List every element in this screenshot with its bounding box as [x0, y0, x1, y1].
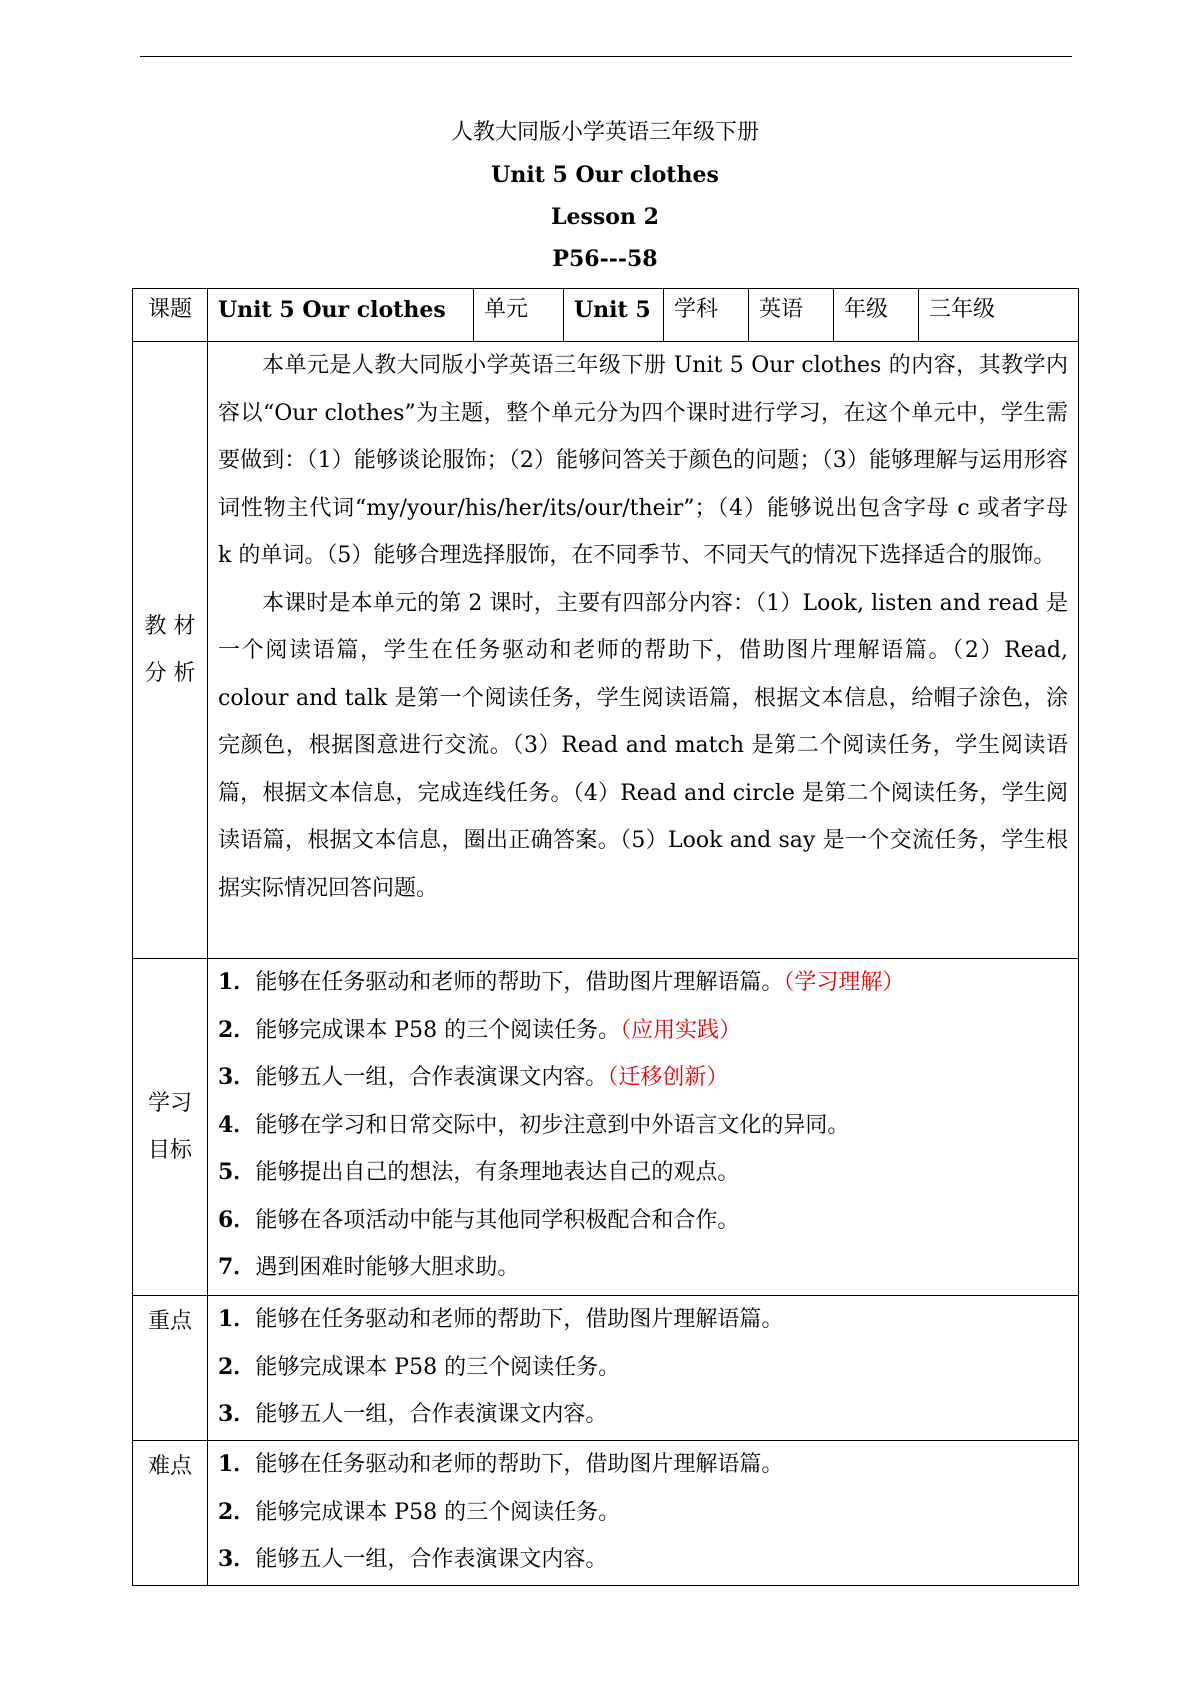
key-points-label: 重点 [133, 1296, 208, 1441]
difficulty-text: 能够在任务驱动和老师的帮助下，借助图片理解语篇。 [255, 1452, 784, 1477]
objective-number: 2． [218, 1016, 256, 1043]
difficulty-number: 2． [218, 1498, 256, 1525]
analysis-paragraph-1: 本单元是人教大同版小学英语三年级下册 Unit 5 Our clothes 的内容，其教学内容以“Our clothes”为主题，整个单元分为四个课时进行学习，在这个单元中，学生需要做到：（1）能够谈论服饰；（2）能够问答关于颜色的问题；（3）能够理解与运用形容词性物主代词“my/your/his/her/its/our/their”；（4）能够说出包含字母 c 或者字母 k 的单词。（5）能够合理选择服饰，在不同季节、不同天气的情况下选择适合的服饰。 [218, 353, 1068, 568]
objective-text: 能够在任务驱动和老师的帮助下，借助图片理解语篇。 [255, 970, 784, 995]
grade-value: 三年级 [919, 289, 1079, 342]
key-points-row [133, 1296, 1079, 1441]
objective-text: 能够在学习和日常交际中，初步注意到中外语言文化的异同。 [255, 1112, 850, 1138]
key-point-text: 能够在任务驱动和老师的帮助下，借助图片理解语篇。 [255, 1307, 784, 1332]
key-point-item [218, 1296, 1068, 1344]
difficulty-text: 能够完成课本 P58 的三个阅读任务。 [255, 1499, 621, 1525]
objective-text: 能够在各项活动中能与其他同学积极配合和合作。 [255, 1207, 740, 1233]
objective-text: 能够五人一组，合作表演课文内容。 [255, 1065, 608, 1090]
objective-item [218, 1054, 1068, 1102]
objectives-label-line-2: 目标 [147, 1138, 192, 1163]
objective-number: 6． [218, 1206, 256, 1233]
objective-number: 7． [218, 1254, 256, 1280]
analysis-label-line-2: 分 析 [144, 661, 196, 686]
subject-value: 英语 [749, 289, 834, 342]
objective-item [218, 1244, 1068, 1292]
objectives-label [133, 959, 208, 1296]
difficulty-number: 1． [218, 1451, 256, 1477]
objective-number: 3． [218, 1064, 256, 1090]
header-rule [140, 56, 1072, 57]
objective-text: 遇到困难时能够大胆求助。 [255, 1255, 520, 1280]
key-point-text: 能够完成课本 P58 的三个阅读任务。 [255, 1354, 621, 1380]
analysis-label [133, 342, 208, 959]
objectives-label-line-1: 学习 [147, 1091, 192, 1116]
objective-item [218, 959, 1068, 1007]
unit-label: 单元 [474, 289, 564, 342]
key-point-number: 1． [218, 1306, 256, 1332]
objective-item [218, 1102, 1068, 1150]
objective-tag: （迁移创新） [607, 1065, 729, 1090]
info-row [133, 289, 1079, 342]
page-range: P56---58 [552, 246, 658, 272]
analysis-paragraph-2: 本课时是本单元的第 2 课时，主要有四部分内容：（1）Look, listen and read 是一个阅读语篇，学生在任务驱动和老师的帮助下，借助图片理解语篇。（2）Read, colour and talk 是第一个阅读任务，学生阅读语篇，根据文本信息，给帽子涂色，涂完颜色，根据图意进行交流。（3）Read and match 是第二个阅读任务，学生阅读语篇，根据文本信息，完成连线任务。（4）Read and circle 是第二个阅读任务，学生阅读语篇，根据文本信息，圈出正确答案。（5）Look and say 是一个交流任务，学生根据实际情况回答问题。 [218, 590, 1068, 901]
lesson-plan-table [132, 288, 1079, 1586]
key-point-number: 3． [218, 1401, 256, 1427]
objective-tag: （应用实践） [620, 1017, 742, 1043]
objective-text: 能够完成课本 P58 的三个阅读任务。 [255, 1017, 621, 1043]
difficulties-row [133, 1441, 1079, 1586]
analysis-row [133, 342, 1079, 959]
grade-label: 年级 [834, 289, 919, 342]
objective-number: 4． [218, 1111, 256, 1138]
objective-item [218, 1149, 1068, 1197]
difficulty-item [218, 1489, 1068, 1537]
unit-title: Unit 5 Our clothes [491, 162, 719, 188]
topic-value: Unit 5 Our clothes [208, 289, 474, 342]
analysis-content [208, 342, 1079, 959]
objectives-content [208, 959, 1079, 1296]
difficulties-label: 难点 [133, 1441, 208, 1586]
objective-number: 5． [218, 1159, 256, 1185]
key-point-number: 2． [218, 1353, 256, 1380]
difficulty-item [218, 1536, 1068, 1584]
objective-tag: （学习理解） [783, 970, 905, 995]
key-point-text: 能够五人一组，合作表演课文内容。 [255, 1402, 608, 1427]
unit-value: Unit 5 [564, 289, 664, 342]
title-cn: 人教大同版小学英语三年级下册 [450, 120, 759, 145]
difficulty-item [218, 1441, 1068, 1489]
difficulty-text: 能够五人一组，合作表演课文内容。 [255, 1547, 608, 1572]
objective-text: 能够提出自己的想法，有条理地表达自己的观点。 [255, 1160, 740, 1185]
difficulty-number: 3． [218, 1546, 256, 1572]
key-point-item [218, 1391, 1068, 1439]
difficulties-content [208, 1441, 1079, 1586]
objective-item [218, 1007, 1068, 1055]
topic-label: 课题 [133, 289, 208, 342]
subject-label: 学科 [664, 289, 749, 342]
lesson-title: Lesson 2 [551, 204, 659, 230]
objective-item [218, 1197, 1068, 1245]
objectives-row [133, 959, 1079, 1296]
key-points-content [208, 1296, 1079, 1441]
key-point-item [218, 1344, 1068, 1392]
objective-number: 1． [218, 969, 256, 995]
document-titles [0, 112, 1200, 280]
analysis-label-line-1: 教 材 [144, 614, 196, 639]
